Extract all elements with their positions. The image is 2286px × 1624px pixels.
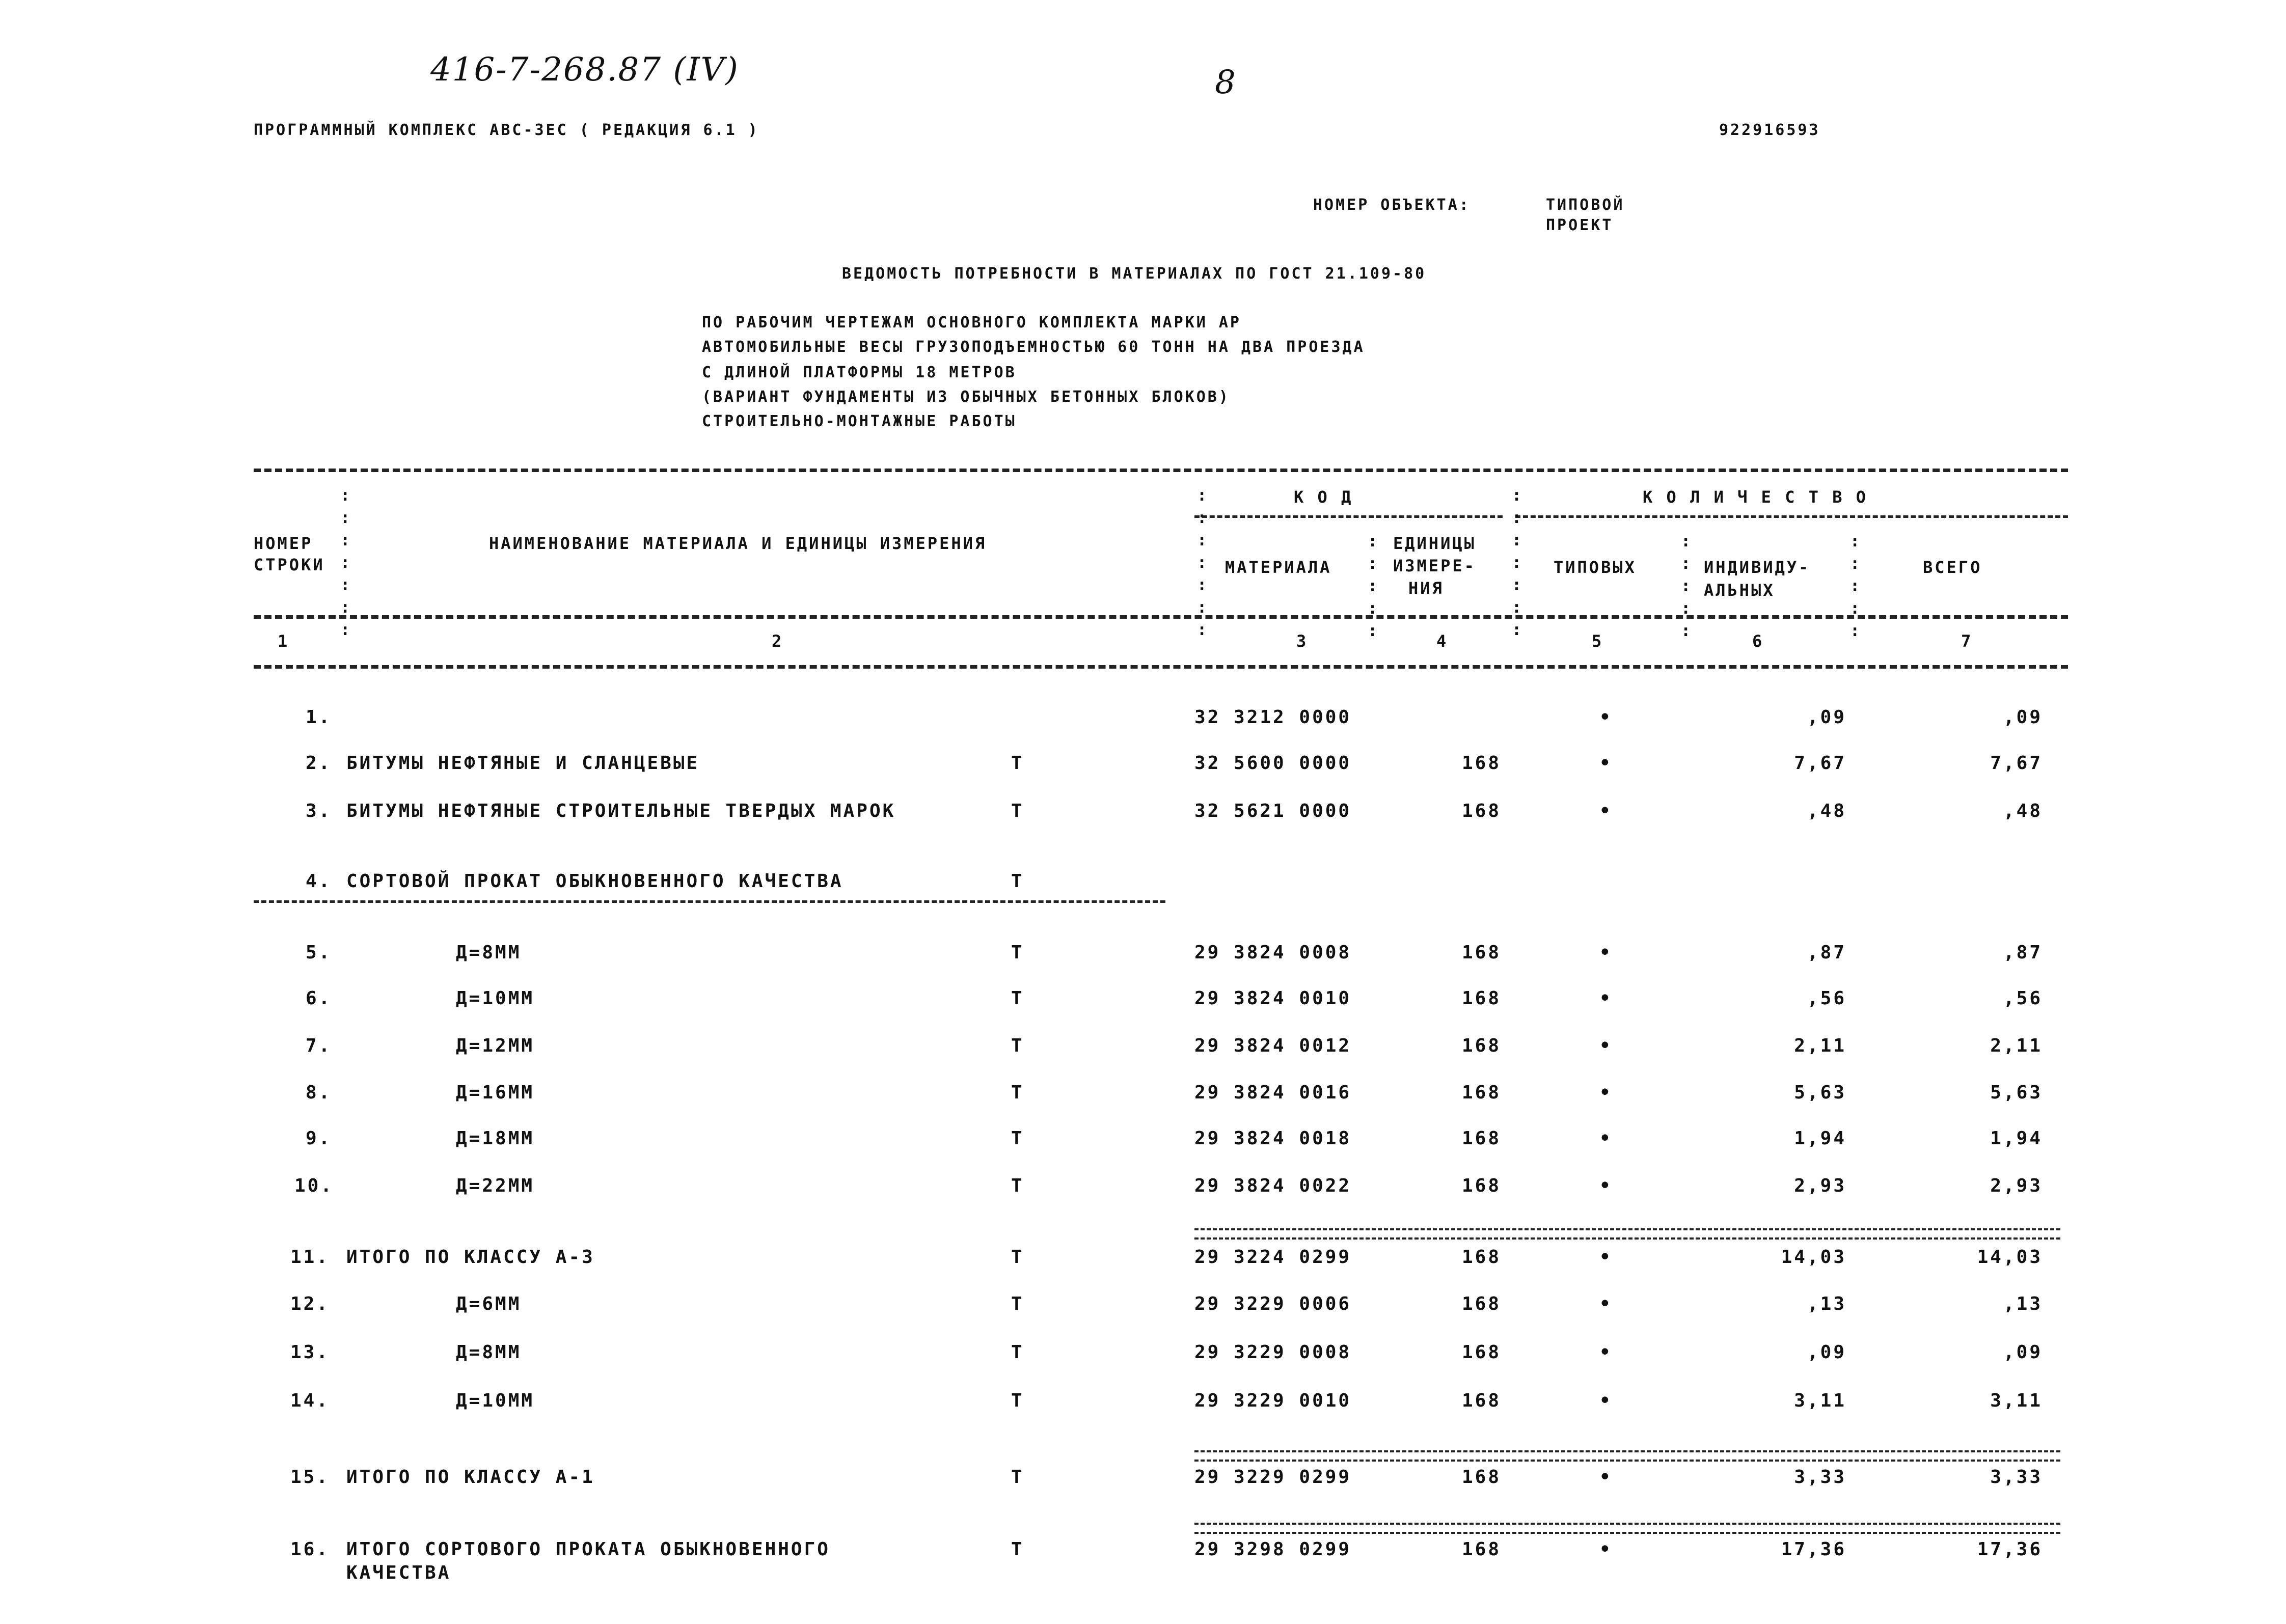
row-num: 5. bbox=[306, 942, 332, 963]
row-name-cont: КАЧЕСТВА bbox=[346, 1562, 451, 1583]
row-unit: Т bbox=[1011, 1035, 1024, 1056]
row-unit: Т bbox=[1011, 1342, 1024, 1363]
row-num: 6. bbox=[306, 988, 332, 1009]
row-unit-code: 168 bbox=[1462, 1035, 1502, 1056]
row-name: Д=22ММ bbox=[456, 1175, 535, 1196]
row-unit-code: 168 bbox=[1462, 942, 1502, 963]
row-name: ИТОГО ПО КЛАССУ А-1 bbox=[346, 1467, 595, 1488]
row-code: 29 3824 0018 bbox=[1194, 1128, 1352, 1149]
row-individual: ,09 bbox=[1807, 707, 1846, 728]
colnum-7: 7 bbox=[1961, 631, 1973, 651]
row-typical: • bbox=[1599, 1293, 1613, 1314]
row-typical: • bbox=[1599, 1342, 1613, 1363]
row-individual: ,56 bbox=[1807, 988, 1846, 1009]
object-label: НОМЕР ОБЪЕКТА: bbox=[1313, 196, 1471, 214]
row-num: 16. bbox=[290, 1539, 330, 1560]
row-code: 32 5600 0000 bbox=[1194, 753, 1352, 774]
row-unit: Т bbox=[1011, 801, 1024, 821]
row-code: 29 3824 0008 bbox=[1194, 942, 1352, 963]
subtitle-line-3: С ДЛИНОЙ ПЛАТФОРМЫ 18 МЕТРОВ bbox=[702, 364, 1017, 381]
row-typical: • bbox=[1599, 1175, 1613, 1196]
row-num: 3. bbox=[306, 801, 332, 821]
row-total: 3,33 bbox=[1990, 1467, 2043, 1488]
row-num: 9. bbox=[306, 1128, 332, 1149]
row-num: 4. bbox=[306, 871, 332, 892]
hdr-typical: ТИПОВЫХ bbox=[1554, 558, 1637, 577]
page-number: 8 bbox=[1215, 64, 1237, 101]
row-unit-code: 168 bbox=[1462, 753, 1502, 774]
row-unit-code: 168 bbox=[1462, 1293, 1502, 1314]
hdr-indiv-2: АЛЬНЫХ bbox=[1704, 581, 1775, 600]
row-num: 11. bbox=[290, 1247, 330, 1268]
row-code: 29 3229 0299 bbox=[1194, 1467, 1352, 1488]
row-typical: • bbox=[1599, 1082, 1613, 1103]
row-num: 8. bbox=[306, 1082, 332, 1103]
row-typical: • bbox=[1599, 1247, 1613, 1268]
table-top-rule bbox=[254, 469, 2068, 472]
row-name: Д=8ММ bbox=[456, 942, 522, 963]
hdr-name: НАИМЕНОВАНИЕ МАТЕРИАЛА И ЕДИНИЦЫ ИЗМЕРЕНИЯ bbox=[489, 534, 987, 553]
row-name: Д=6ММ bbox=[456, 1293, 522, 1314]
colnum-4: 4 bbox=[1436, 631, 1449, 651]
code-right: 92291659З bbox=[1719, 121, 1820, 139]
row-individual: 5,63 bbox=[1794, 1082, 1846, 1103]
row-typical: • bbox=[1599, 988, 1613, 1009]
row-typical: • bbox=[1599, 1467, 1613, 1488]
row-unit-code: 168 bbox=[1462, 1390, 1502, 1411]
colnum-2: 2 bbox=[772, 631, 784, 651]
row-individual: 17,36 bbox=[1781, 1539, 1846, 1560]
sheet-title: ВЕДОМОСТЬ ПОТРЕБНОСТИ В МАТЕРИАЛАХ ПО ГОСТ 21.109-80 bbox=[842, 265, 1427, 283]
row-unit-code: 168 bbox=[1462, 1342, 1502, 1363]
row-unit: Т bbox=[1011, 1128, 1024, 1149]
row-typical: • bbox=[1599, 1035, 1613, 1056]
col-sep-5: : : : : : : : bbox=[1512, 485, 1522, 639]
qty-subrule bbox=[1515, 515, 2068, 518]
subtitle-line-2: АВТОМОБИЛЬНЫЕ ВЕСЫ ГРУЗОПОДЪЕМНОСТЬЮ 60 ТОНН НА ДВА ПРОЕЗДА bbox=[702, 338, 1365, 356]
row-unit: Т bbox=[1011, 988, 1024, 1009]
row-total: 1,94 bbox=[1990, 1128, 2043, 1149]
row-individual: 3,33 bbox=[1794, 1467, 1846, 1488]
row-unit-code: 168 bbox=[1462, 1539, 1502, 1560]
row-unit-code: 168 bbox=[1462, 1128, 1502, 1149]
row-num: 2. bbox=[306, 753, 332, 774]
row-total: ,09 bbox=[2003, 1342, 2043, 1363]
row-individual: 2,93 bbox=[1794, 1175, 1846, 1196]
row-total: ,13 bbox=[2003, 1293, 2043, 1314]
row-unit: Т bbox=[1011, 1390, 1024, 1411]
row-code: 29 3824 0012 bbox=[1194, 1035, 1352, 1056]
row-unit: Т bbox=[1011, 1175, 1024, 1196]
hdr-unit-2: ИЗМЕРЕ- bbox=[1393, 556, 1476, 575]
row-name: Д=12ММ bbox=[456, 1035, 535, 1056]
row-unit-code: 168 bbox=[1462, 1247, 1502, 1268]
row-total: 3,11 bbox=[1990, 1390, 2043, 1411]
row-name: ИТОГО ПО КЛАССУ А-3 bbox=[346, 1247, 595, 1268]
row-individual: ,13 bbox=[1807, 1293, 1846, 1314]
row-unit: Т bbox=[1011, 1539, 1024, 1560]
row-name: ИТОГО СОРТОВОГО ПРОКАТА ОБЫКНОВЕННОГО bbox=[346, 1539, 830, 1560]
row-total: ,48 bbox=[2003, 801, 2043, 821]
row-name: Д=10ММ bbox=[456, 1390, 535, 1411]
row-num: 14. bbox=[290, 1390, 330, 1411]
row-name: СОРТОВОЙ ПРОКАТ ОБЫКНОВЕННОГО КАЧЕСТВА bbox=[346, 871, 843, 892]
row-unit: Т bbox=[1011, 1467, 1024, 1488]
subtotal-rule bbox=[1194, 1228, 2060, 1240]
row-num: 10. bbox=[294, 1175, 334, 1196]
subtitle-line-5: СТРОИТЕЛЬНО-МОНТАЖНЫЕ РАБОТЫ bbox=[702, 412, 1017, 430]
row-total: 5,63 bbox=[1990, 1082, 2043, 1103]
row-total: ,87 bbox=[2003, 942, 2043, 963]
row-unit-code: 168 bbox=[1462, 988, 1502, 1009]
row-num: 7. bbox=[306, 1035, 332, 1056]
row-code: 29 3298 0299 bbox=[1194, 1539, 1352, 1560]
subtotal-rule bbox=[1194, 1523, 2060, 1534]
row-name: Д=16ММ bbox=[456, 1082, 535, 1103]
row-unit-code: 168 bbox=[1462, 801, 1502, 821]
program-line: ПРОГРАММНЫЙ КОМПЛЕКС АВС-3ЕС ( РЕДАКЦИЯ 6.1 ) bbox=[254, 121, 759, 139]
row-individual: 14,03 bbox=[1781, 1247, 1846, 1268]
row-code: 29 3824 0010 bbox=[1194, 988, 1352, 1009]
row-name: Д=8ММ bbox=[456, 1342, 522, 1363]
row-unit-code: 168 bbox=[1462, 1082, 1502, 1103]
row-unit: Т bbox=[1011, 871, 1024, 892]
hdr-rownum-2: СТРОКИ bbox=[254, 555, 325, 574]
row-total: 14,03 bbox=[1977, 1247, 2043, 1268]
hdr-total: ВСЕГО bbox=[1923, 558, 1982, 577]
row-unit: Т bbox=[1011, 1247, 1024, 1268]
row-individual: 1,94 bbox=[1794, 1128, 1846, 1149]
hdr-indiv-1: ИНДИВИДУ- bbox=[1704, 558, 1811, 577]
row-typical: • bbox=[1599, 1539, 1613, 1560]
row-typical: • bbox=[1599, 707, 1613, 728]
col-sep-3: : : : : : : : bbox=[1197, 485, 1207, 639]
row-individual: ,87 bbox=[1807, 942, 1846, 963]
col-sep-6: : : : : : bbox=[1681, 531, 1691, 640]
subtotal-rule bbox=[1194, 1450, 2060, 1462]
row-num: 1. bbox=[306, 707, 332, 728]
row-num: 15. bbox=[290, 1467, 330, 1488]
row-unit-code: 168 bbox=[1462, 1175, 1502, 1196]
row-typical: • bbox=[1599, 1128, 1613, 1149]
object-value-2: ПРОЕКТ bbox=[1546, 216, 1614, 234]
row-total: 2,11 bbox=[1990, 1035, 2043, 1056]
col-sep-1: : : : : : : : bbox=[340, 485, 350, 639]
row-name: БИТУМЫ НЕФТЯНЫЕ СТРОИТЕЛЬНЫЕ ТВЕРДЫХ МАРОК bbox=[346, 801, 896, 821]
row-code: 29 3224 0299 bbox=[1194, 1247, 1352, 1268]
row-unit-code: 168 bbox=[1462, 1467, 1502, 1488]
row-code: 32 3212 0000 bbox=[1194, 707, 1352, 728]
row-code: 29 3229 0010 bbox=[1194, 1390, 1352, 1411]
row-total: 2,93 bbox=[1990, 1175, 2043, 1196]
table-numbers-rule bbox=[254, 665, 2068, 669]
row-typical: • bbox=[1599, 753, 1613, 774]
subtitle-line-4: (ВАРИАНТ ФУНДАМЕНТЫ ИЗ ОБЫЧНЫХ БЕТОННЫХ БЛОКОВ) bbox=[702, 388, 1230, 406]
row-code: 32 5621 0000 bbox=[1194, 801, 1352, 821]
row-unit: Т bbox=[1011, 942, 1024, 963]
code-subrule bbox=[1194, 515, 1503, 518]
doc-number-handwritten: 416-7-268.87 (IV) bbox=[430, 51, 739, 89]
row-name: БИТУМЫ НЕФТЯНЫЕ И СЛАНЦЕВЫЕ bbox=[346, 753, 700, 774]
row-individual: 2,11 bbox=[1794, 1035, 1846, 1056]
row-typical: • bbox=[1599, 801, 1613, 821]
colnum-3: 3 bbox=[1296, 631, 1309, 651]
hdr-unit-1: ЕДИНИЦЫ bbox=[1393, 534, 1476, 553]
col-sep-7: : : : : : bbox=[1850, 531, 1860, 640]
colnum-5: 5 bbox=[1592, 631, 1604, 651]
col-sep-4: : : : : : bbox=[1368, 531, 1378, 640]
object-value-1: ТИПОВОЙ bbox=[1546, 196, 1625, 214]
row-num: 13. bbox=[290, 1342, 330, 1363]
row-total: 17,36 bbox=[1977, 1539, 2043, 1560]
hdr-code-group: К О Д bbox=[1294, 487, 1353, 507]
row-code: 29 3229 0008 bbox=[1194, 1342, 1352, 1363]
hdr-unit-3: НИЯ bbox=[1408, 579, 1444, 598]
row-code: 29 3824 0022 bbox=[1194, 1175, 1352, 1196]
row-total: ,56 bbox=[2003, 988, 2043, 1009]
row-individual: ,09 bbox=[1807, 1342, 1846, 1363]
hdr-rownum-1: НОМЕР bbox=[254, 534, 313, 553]
row-name: Д=10ММ bbox=[456, 988, 535, 1009]
row-individual: ,48 bbox=[1807, 801, 1846, 821]
row-individual: 3,11 bbox=[1794, 1390, 1846, 1411]
row-unit: Т bbox=[1011, 1082, 1024, 1103]
subtitle-line-1: ПО РАБОЧИМ ЧЕРТЕЖАМ ОСНОВНОГО КОМПЛЕКТА МАРКИ АР bbox=[702, 314, 1241, 332]
row-typical: • bbox=[1599, 942, 1613, 963]
row-total: 7,67 bbox=[1990, 753, 2043, 774]
section-underline bbox=[254, 900, 1165, 903]
row-unit: Т bbox=[1011, 1293, 1024, 1314]
table-header-rule bbox=[254, 615, 2068, 619]
hdr-qty-group: К О Л И Ч Е С Т В О bbox=[1643, 487, 1868, 507]
row-num: 12. bbox=[290, 1293, 330, 1314]
colnum-6: 6 bbox=[1752, 631, 1764, 651]
row-code: 29 3229 0006 bbox=[1194, 1293, 1352, 1314]
hdr-material: МАТЕРИАЛА bbox=[1225, 558, 1332, 577]
row-unit: Т bbox=[1011, 753, 1024, 774]
row-individual: 7,67 bbox=[1794, 753, 1846, 774]
row-total: ,09 bbox=[2003, 707, 2043, 728]
row-code: 29 3824 0016 bbox=[1194, 1082, 1352, 1103]
colnum-1: 1 bbox=[278, 631, 290, 651]
row-name: Д=18ММ bbox=[456, 1128, 535, 1149]
row-typical: • bbox=[1599, 1390, 1613, 1411]
